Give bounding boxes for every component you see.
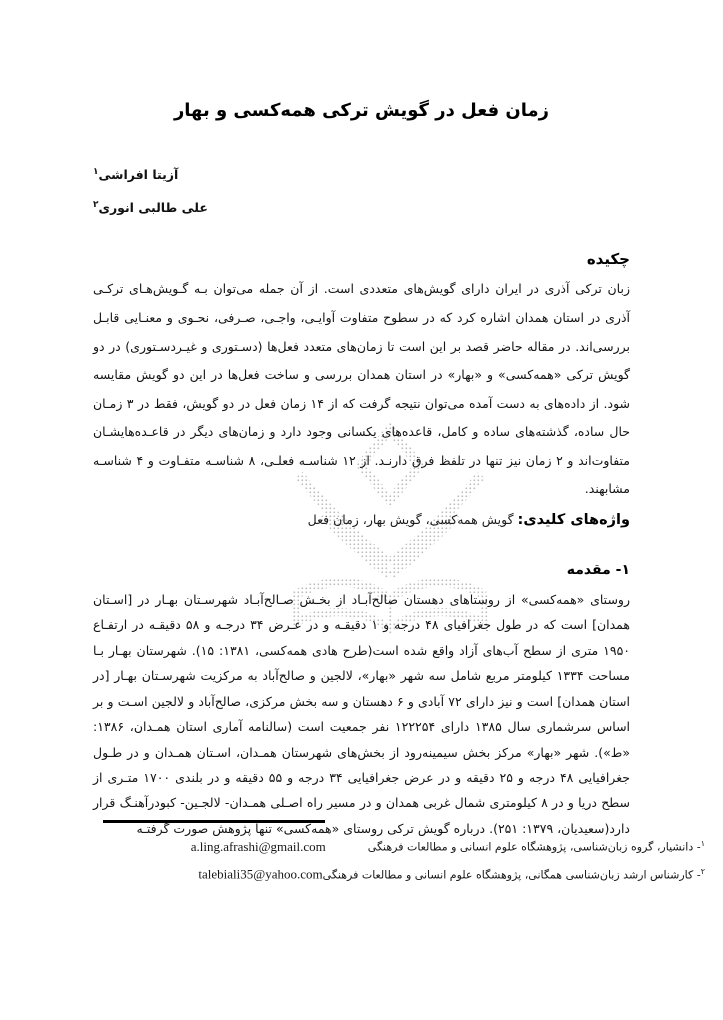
author-2 [93,190,630,223]
author-1 [93,157,630,190]
footnote-1-email: a.ling.afrashi@gmail.com [190,838,326,854]
abstract-text: زبان ترکی آذری در ایران دارای گویش‌های متعددی است. از آن جمله می‌توان بـه گـویش‌هـای ترکـی آذری در استان همدان اشاره کرد که در سطوح متفاوت آوایـی، واجـی، صـرفی، نحـوی و معنـایی قابـل بررسی‌اند. در مقاله حاضر قصد بر این است تا زمان‌های متعدد فعل‌ها (دسـتوری و غیـردسـتوری) در دو گویش ترکی «همه‌کسی» و «بهار» در استان همدان بررسی و ساخت فعل‌ها در این دو گویش مقایسه شود. از داده‌های به دست آمده می‌توان نتیجه گرفت که از ۱۴ زمان فعل در دو گویش، فقط در ۳ زمـان حال ساده، گذشته‌های ساده و کامل، قاعده‌های یکسانی وجود دارد و زمان‌های دیگر در قاعـده‌هایشـان متفاوت‌اند و ۲ زمان نیز تنها در تلفظ فرق دارنـد. از ۱۲ شناسـه فعلـی، ۸ شناسـه متفـاوت و ۴ شناسـه مشابهند. [93,281,631,497]
author-1-footnote-ref: ۱ [93,167,99,177]
abstract-heading: چکیده [586,250,630,269]
footnote-1 [20,832,705,860]
keywords-text: گویش همه‌کسی، گویش بهار، زمان فعل [307,512,514,528]
footnotes-list [0,832,723,887]
introduction-text: روستای «همه‌کسی» از روستاهای دهستان صالح‌آبـاد از بخـش صـالح‌آبـاد شهرسـتان بهـار در [اسـتان همدان] است که در طول جغرافیای ۴۸ درجه و ۱ دقیقـه و در عـرض ۳۴ درجـه و ۵۸ دقیقـه در ارتفـاع ۱۹۵۰ متری از سطح آب‌های آزاد واقع شده است(طرح هادی همه‌کسی، ۱۳۸۱: ۱۵). شهرستان بهـار بـا مساحت ۱۳۳۴ کیلومتر مربع شامل سه شهر «بهار»، لالجین و صالح‌آباد به مرکزیت شهرسـتان بهـار [در استان همدان] است و نیز دارای ۷۲ آبادی و ۶ دهستان و سه بخش مرکزی، صالح‌آباد و لالجین اسـت و بر اساس سرشماری سال ۱۳۸۵ دارای ۱۲۲۲۵۴ نفر جمعیت است (سالنامه آماری استان همـدان، ۱۳۸۶: «ط»). شهر «بهار» مرکز بخش سیمینه‌رود از بخش‌های شهرستان همـدان، اسـتان همـدان و در طـول جغرافیایی ۴۸ درجه و ۲۵ دقیقه و در عرض جغرافیایی ۳۴ درجه و ۵۵ دقیقه و در بلندی ۱۷۰۰ متـری از سطح دریا و در ۸ کیلومتری شمال غربی همدان و در مسیر راه اصـلی همـدان- لالجـین- کبودرآهنـگ قرار دارد(سعیدیان، ۱۳۷۹: ۲۵۱). درباره گویش ترکی روستای «همه‌کسی» تنها پژوهش صورت گرفتـه [93,592,631,836]
authors-block [93,157,630,223]
footnote-2-email: talebiali35@yahoo.com [198,866,323,882]
keywords-line [93,505,630,535]
footnote-2-ref: ۲ [700,866,705,876]
author-2-name: علی طالبی انوری [98,200,208,216]
author-1-name: آزیتا افراشی [98,167,179,183]
footnote-area [0,820,723,887]
author-2-footnote-ref: ۲ [93,200,99,211]
section-1-heading: ۱- مقدمه [566,562,630,579]
footnote-separator [103,820,325,823]
footnote-1-ref: ۱ [700,839,705,848]
footnote-2 [20,860,705,888]
footnote-2-text: - کارشناس ارشد زبان‌شناسی همگانی، پژوهشگاه علوم انسانی و مطالعات فرهنگی [322,868,701,882]
footnote-1-text: - دانشیار، گروه زبان‌شناسی، پژوهشگاه علوم انسانی و مطالعات فرهنگی [367,840,701,854]
paper-title: زمان فعل در گویش ترکی همه‌کسی و بهار [173,100,550,121]
keywords-label: واژه‌های کلیدی: [517,512,630,529]
